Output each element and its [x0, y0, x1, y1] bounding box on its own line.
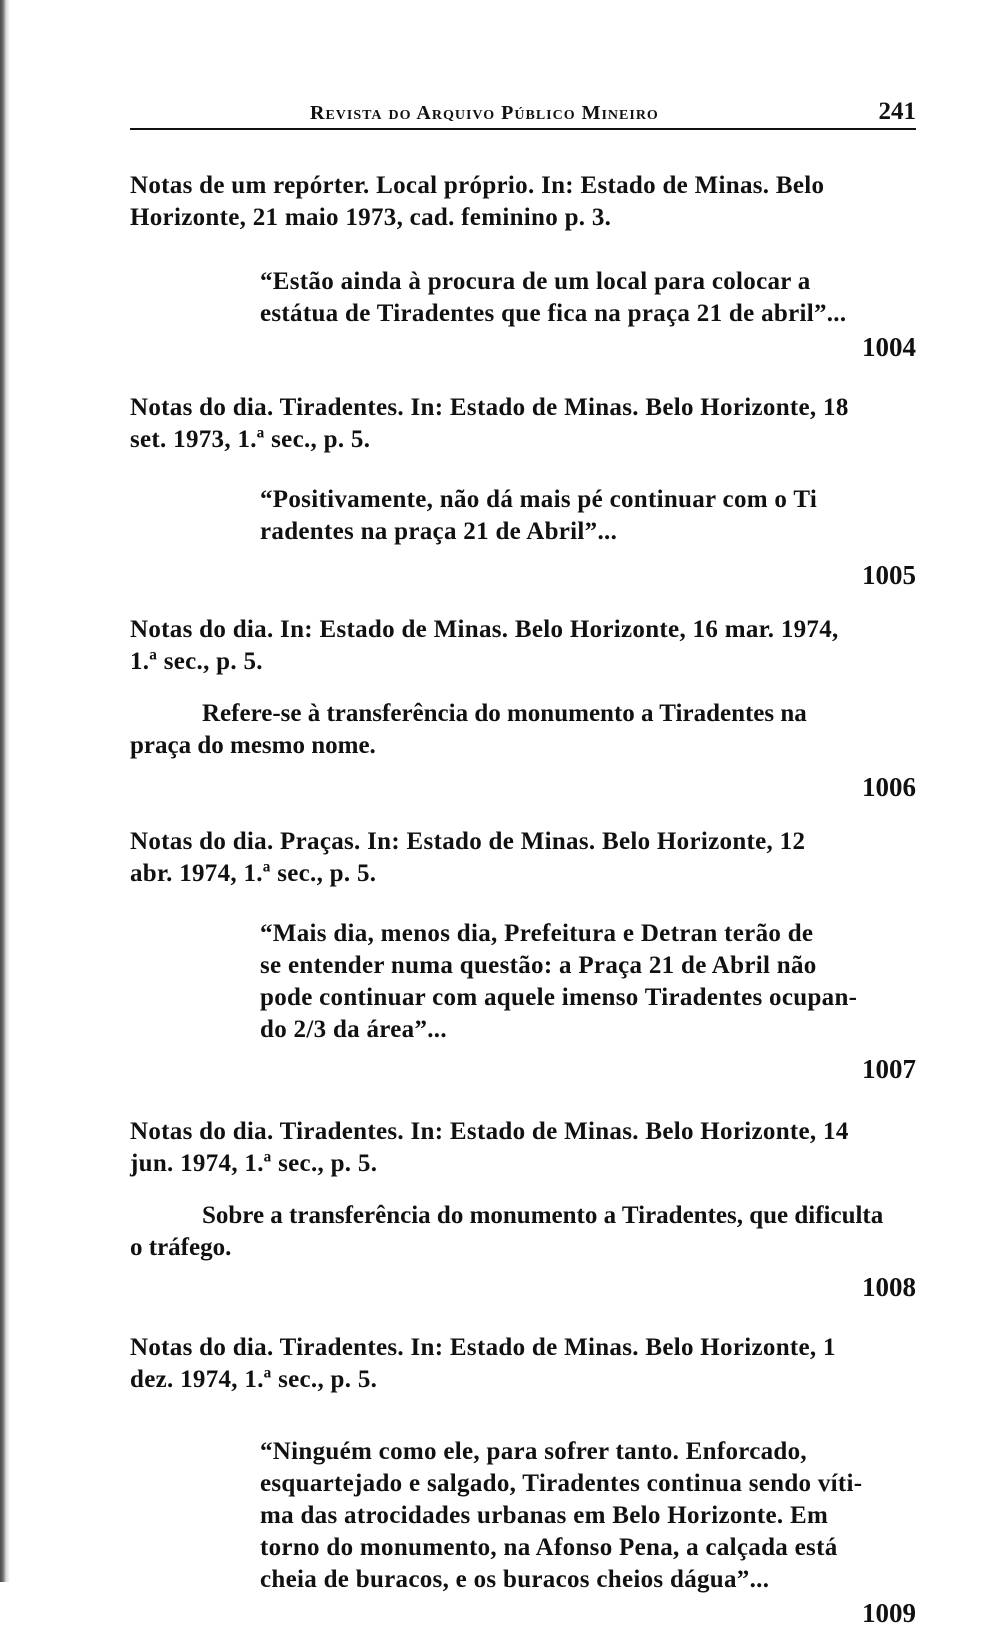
entry-number: 1005: [862, 560, 916, 590]
quote-line: estátua de Tiradentes que fica na praça 21 de abril”...: [260, 300, 847, 327]
bibliography-entry: [130, 614, 916, 804]
reference-line: Notas do dia. In: Estado de Minas. Belo Horizonte, 16 mar. 1974,: [130, 616, 839, 643]
entry-reference: [130, 826, 916, 890]
reference-line: 1.ª sec., p. 5.: [130, 648, 263, 675]
reference-line: Horizonte, 21 maio 1973, cad. feminino p. 3.: [130, 204, 612, 231]
entry-number: 1008: [862, 1272, 916, 1302]
quote-line: do 2/3 da área”...: [260, 1016, 447, 1043]
page-number: 241: [878, 98, 916, 125]
quote-line: esquartejado e salgado, Tiradentes continua sendo víti-: [260, 1470, 863, 1497]
quote-line: cheia de buracos, e os buracos cheios dágua”...: [260, 1566, 770, 1593]
reference-line: dez. 1974, 1.ª sec., p. 5.: [130, 1366, 378, 1393]
quote-line: “Estão ainda à procura de um local para colocar a: [260, 268, 811, 295]
quote-line: pode continuar com aquele imenso Tiradentes ocupan-: [260, 984, 858, 1011]
entry-quote: [130, 266, 916, 330]
entry-reference: [130, 1116, 916, 1180]
quote-line: radentes na praça 21 de Abril”...: [260, 518, 618, 545]
entry-quote: [130, 484, 916, 548]
bibliography-entry: [130, 1332, 916, 1630]
reference-line: Notas de um repórter. Local próprio. In: Estado de Minas. Belo: [130, 172, 825, 199]
entry-number: 1007: [862, 1054, 916, 1084]
entry-note: [130, 698, 916, 762]
reference-line: Notas do dia. Praças. In: Estado de Minas. Belo Horizonte, 12: [130, 828, 806, 855]
document-page: [130, 88, 916, 1630]
entry-number: 1009: [862, 1598, 916, 1628]
entry-quote: [130, 1436, 916, 1596]
entry-number: 1004: [862, 332, 916, 362]
reference-line: Notas do dia. Tiradentes. In: Estado de Minas. Belo Horizonte, 1: [130, 1334, 836, 1361]
entry-reference: [130, 1332, 916, 1396]
reference-line: abr. 1974, 1.ª sec., p. 5.: [130, 860, 377, 887]
reference-line: set. 1973, 1.ª sec., p. 5.: [130, 426, 371, 453]
running-header: [130, 88, 916, 130]
note-line: Refere-se à transferência do monumento a Tiradentes na: [202, 700, 807, 727]
reference-line: Notas do dia. Tiradentes. In: Estado de Minas. Belo Horizonte, 18: [130, 394, 849, 421]
journal-title: Revista do Arquivo Público Mineiro: [310, 102, 659, 124]
bibliography-entry: [130, 170, 916, 364]
quote-line: “Mais dia, menos dia, Prefeitura e Detran terão de: [260, 920, 814, 947]
note-line: Sobre a transferência do monumento a Tiradentes, que dificulta: [202, 1202, 884, 1229]
note-line: o tráfego.: [130, 1234, 232, 1261]
entry-reference: [130, 392, 916, 456]
bibliography-entry: [130, 1116, 916, 1304]
bibliography-entry: [130, 826, 916, 1086]
quote-line: se entender numa questão: a Praça 21 de Abril não: [260, 952, 817, 979]
book-binding-edge: [0, 0, 10, 1582]
reference-line: jun. 1974, 1.ª sec., p. 5.: [130, 1150, 378, 1177]
entry-quote: [130, 918, 916, 1046]
bibliography-entry: [130, 392, 916, 592]
quote-line: “Ninguém como ele, para sofrer tanto. Enforcado,: [260, 1438, 807, 1465]
entry-number: 1006: [862, 772, 916, 802]
reference-line: Notas do dia. Tiradentes. In: Estado de Minas. Belo Horizonte, 14: [130, 1118, 849, 1145]
entry-reference: [130, 614, 916, 678]
quote-line: torno do monumento, na Afonso Pena, a calçada está: [260, 1534, 838, 1561]
quote-line: ma das atrocidades urbanas em Belo Horizonte. Em: [260, 1502, 829, 1529]
note-line: praça do mesmo nome.: [130, 732, 376, 759]
quote-line: “Positivamente, não dá mais pé continuar com o Ti: [260, 486, 818, 513]
entry-reference: [130, 170, 916, 234]
entry-note: [130, 1200, 916, 1264]
